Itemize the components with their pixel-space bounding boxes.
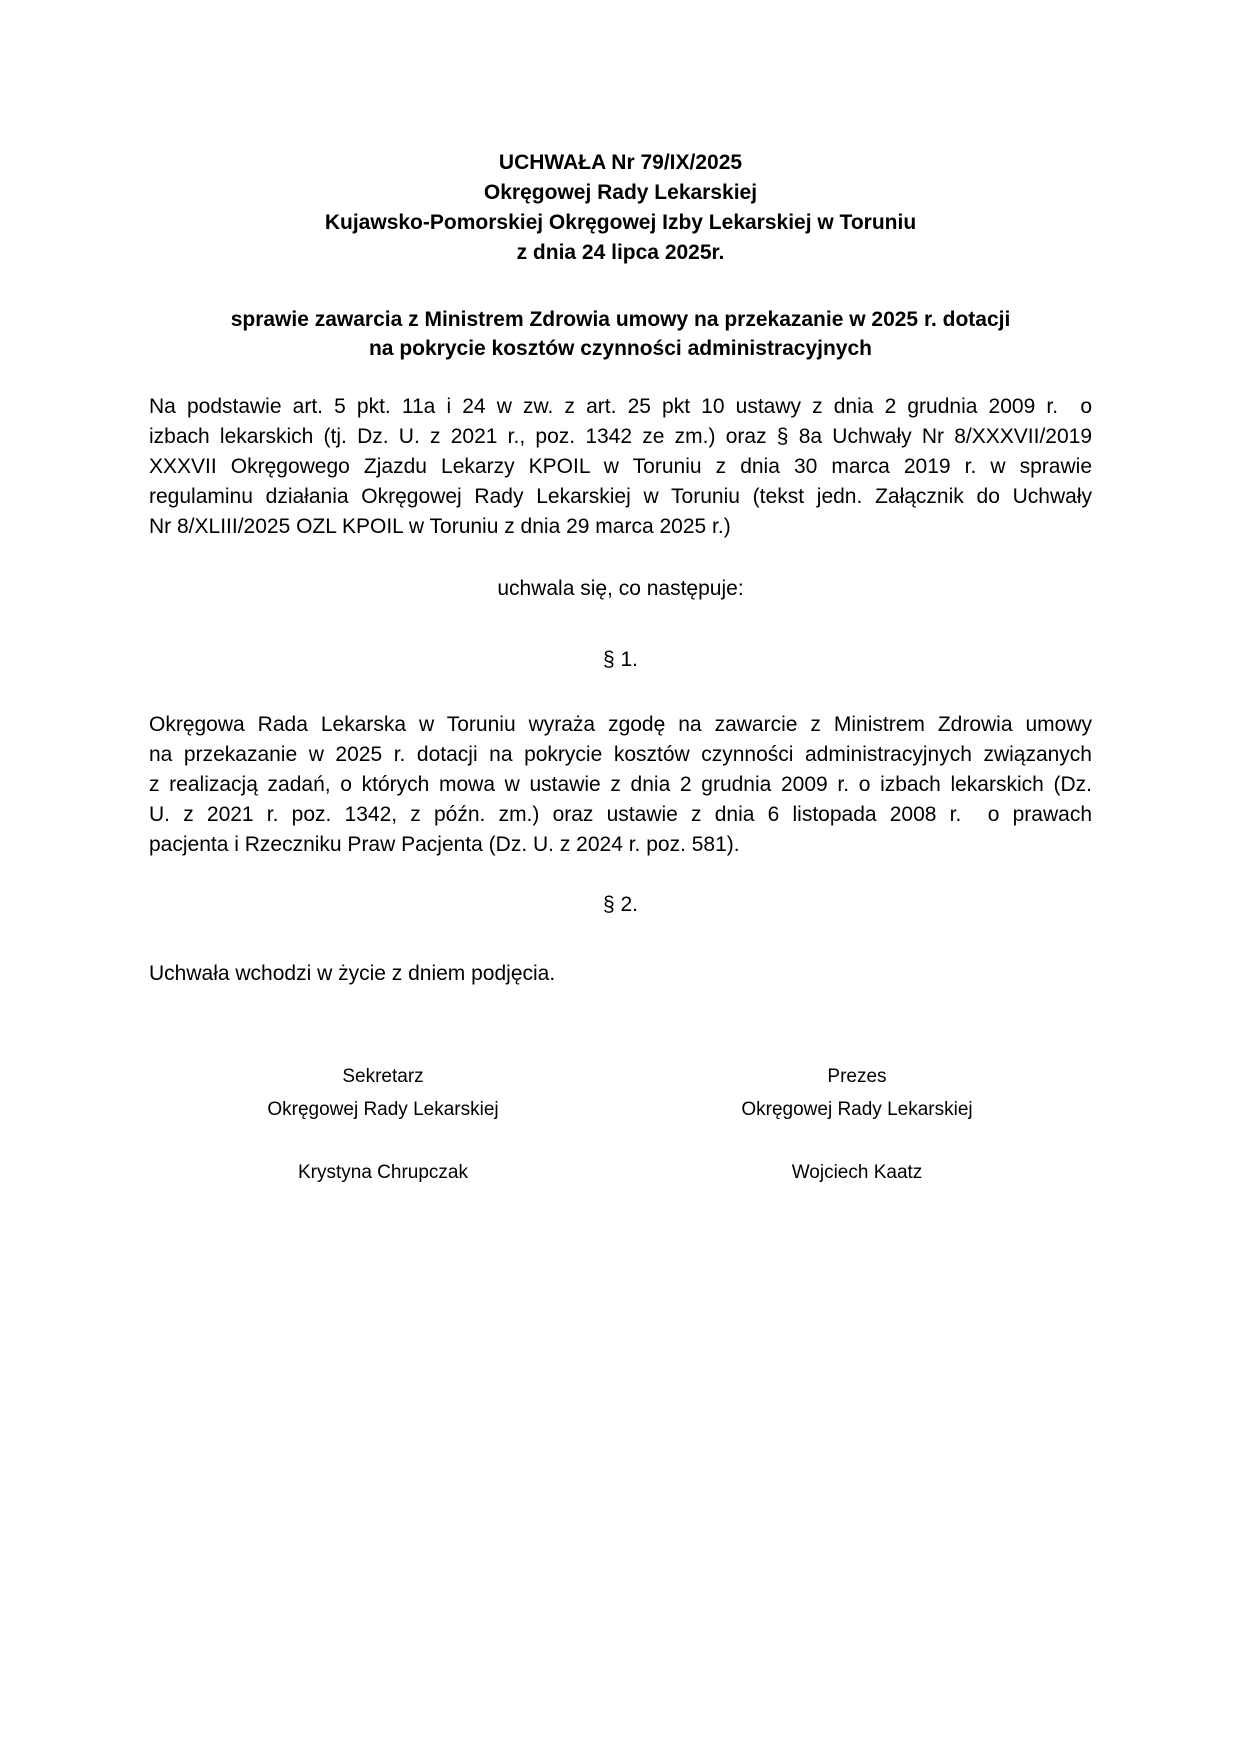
president-name: Wojciech Kaatz	[791, 1162, 923, 1183]
section-1-paragraph	[149, 710, 1092, 860]
legal-basis-line-1-text: Na podstawie art. 5 pkt. 11a i 24 w zw. z art. 25 pkt 10 ustawy z dnia 2 grudnia 2009 r.	[149, 395, 1059, 418]
legal-basis-line-1-end: o	[1080, 395, 1092, 418]
section-1-line-2: na przekazanie w 2025 r. dotacji na pokrycie kosztów czynności administracyjnych związanych	[149, 743, 1092, 766]
section-1-line-3: z realizacją zadań, o których mowa w ustawie z dnia 2 grudnia 2009 r. o izbach lekarskich (Dz.	[149, 773, 1092, 796]
section-1-line-5: pacjenta i Rzeczniku Praw Pacjenta (Dz. U. z 2024 r. poz. 581).	[149, 833, 740, 856]
chamber-name: Kujawsko-Pomorskiej Okręgowej Izby Lekarskiej w Toruniu	[324, 211, 917, 234]
secretary-name: Krystyna Chrupczak	[297, 1162, 468, 1183]
section-1-line-4-text: U. z 2021 r. poz. 1342, z późn. zm.) oraz ustawie z dnia 6 listopada 2008 r.	[149, 803, 962, 826]
issuing-body: Okręgowej Rady Lekarskiej	[483, 181, 758, 204]
resolution-number: UCHWAŁA Nr 79/IX/2025	[498, 151, 743, 174]
legal-basis-line-1	[149, 392, 1092, 422]
president-signature-block	[667, 1060, 1047, 1189]
resolves-clause: uchwala się, co następuje:	[497, 577, 744, 600]
subject-line-1: sprawie zawarcia z Ministrem Zdrowia umowy na przekazanie w 2025 r. dotacji	[230, 308, 1011, 331]
president-role: Prezes	[827, 1066, 887, 1087]
section-1-line-4	[149, 800, 1092, 830]
secretary-role: Sekretarz	[342, 1066, 424, 1087]
section-2-text: Uchwała wchodzi w życie z dniem podjęcia.	[149, 962, 556, 985]
section-1-line-4-end: o prawach	[987, 803, 1093, 826]
legal-basis-line-2: izbach lekarskich (tj. Dz. U. z 2021 r., poz. 1342 ze zm.) oraz § 8a Uchwały Nr 8/XXXVII/2019	[149, 425, 1092, 448]
legal-basis-line-4: regulaminu działania Okręgowej Rady Lekarskiej w Toruniu (tekst jedn. Załącznik do Uchwały	[149, 485, 1092, 508]
legal-basis-line-5: Nr 8/XLIII/2025 OZL KPOIL w Toruniu z dnia 29 marca 2025 r.)	[149, 515, 731, 538]
section-1-line-1: Okręgowa Rada Lekarska w Toruniu wyraża zgodę na zawarcie z Ministrem Zdrowia umowy	[149, 713, 1092, 736]
resolution-date: z dnia 24 lipca 2025r.	[516, 241, 725, 264]
section-2-heading: § 2.	[602, 893, 639, 916]
resolution-header	[0, 148, 1241, 268]
president-body: Okręgowej Rady Lekarskiej	[741, 1099, 973, 1120]
secretary-body: Okręgowej Rady Lekarskiej	[267, 1099, 499, 1120]
secretary-signature-block	[193, 1060, 573, 1189]
legal-basis-line-3: XXXVII Okręgowego Zjazdu Lekarzy KPOIL w Toruniu z dnia 30 marca 2019 r. w sprawie	[149, 455, 1092, 478]
section-1-heading: § 1.	[602, 648, 639, 671]
legal-basis-paragraph	[149, 392, 1092, 542]
resolution-subject	[0, 305, 1241, 363]
subject-line-2: na pokrycie kosztów czynności administracyjnych	[368, 337, 872, 360]
